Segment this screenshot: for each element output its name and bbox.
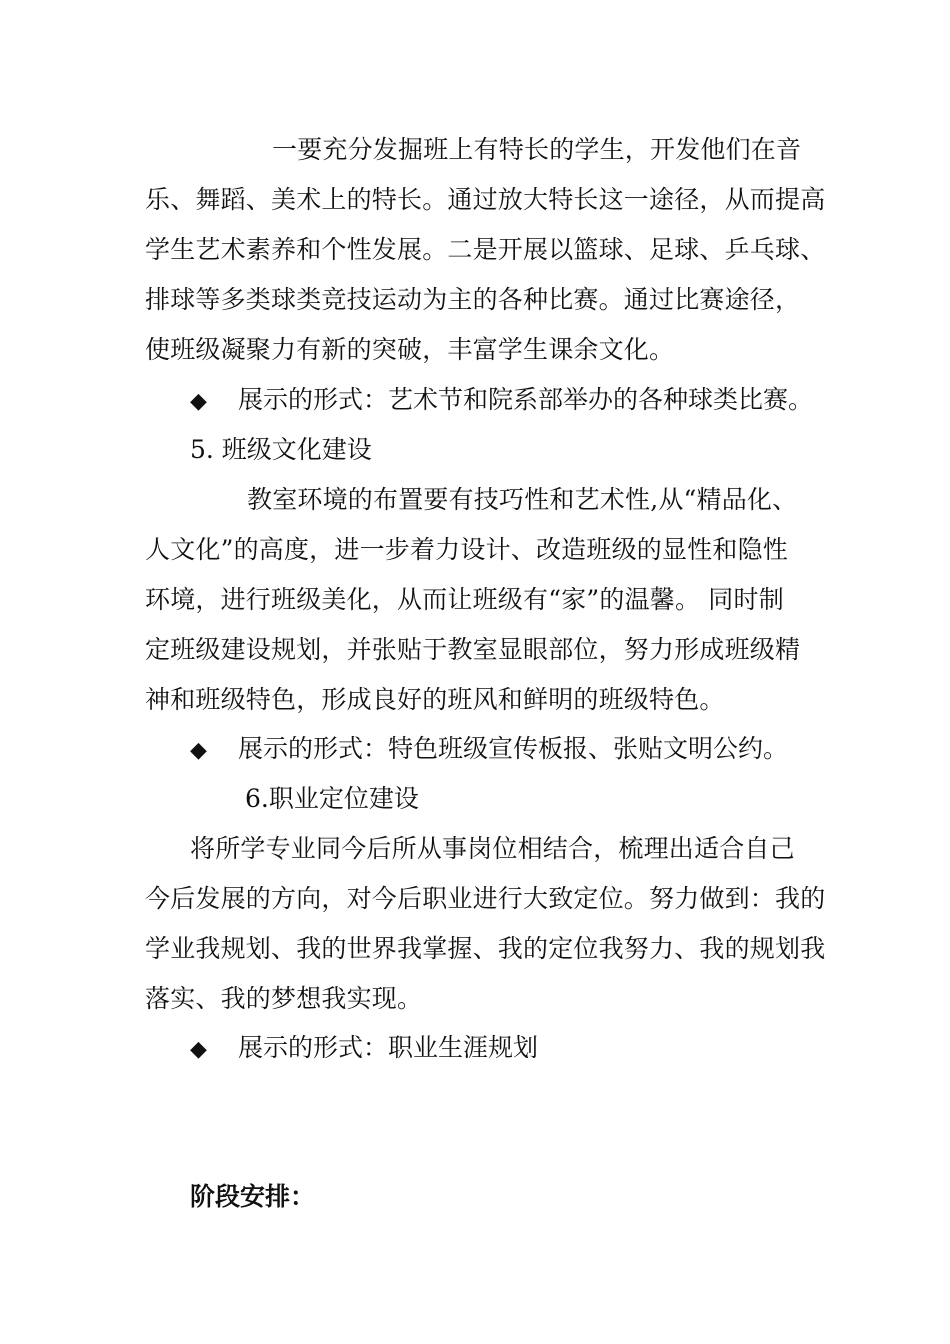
- stage-heading: 阶段安排：: [190, 1182, 316, 1211]
- section-heading: 5. 班级文化建设: [190, 435, 372, 464]
- paragraph-line: 学生艺术素养和个性发展。二是开展以篮球、足球、乒乓球、: [145, 235, 826, 264]
- paragraph-line: 使班级凝聚力有新的突破，丰富学生课余文化。: [145, 335, 675, 364]
- paragraph-line: 排球等多类球类竞技运动为主的各种比赛。通过比赛途径，: [145, 285, 801, 314]
- paragraph-line: 今后发展的方向，对今后职业进行大致定位。努力做到：我的: [145, 884, 826, 913]
- diamond-bullet-icon: ◆: [190, 1037, 207, 1062]
- paragraph-line: 教室环境的布置要有技巧性和艺术性,从“精品化、: [247, 485, 798, 514]
- bullet-item: [190, 733, 788, 767]
- bullet-item: [190, 384, 813, 418]
- bullet-item: [190, 1032, 538, 1066]
- bullet-text: 展示的形式：职业生涯规划: [238, 1033, 539, 1062]
- paragraph-line: 将所学专业同今后所从事岗位相结合，梳理出适合自己: [190, 834, 795, 863]
- paragraph-line: 环境，进行班级美化，从而让班级有“家”的温馨。 同时制: [145, 585, 784, 614]
- section-heading: 6.职业定位建设: [245, 784, 419, 813]
- diamond-bullet-icon: ◆: [190, 738, 207, 763]
- paragraph-line: 一要充分发掘班上有特长的学生，开发他们在音: [272, 135, 802, 164]
- paragraph-line: 定班级建设规划，并张贴于教室显眼部位，努力形成班级精: [145, 635, 801, 664]
- paragraph-line: 落实、我的梦想我实现。: [145, 984, 423, 1013]
- bullet-text: 展示的形式：特色班级宣传板报、张贴文明公约。: [238, 734, 789, 763]
- paragraph-line: 神和班级特色，形成良好的班风和鲜明的班级特色。: [145, 685, 725, 714]
- bullet-text: 展示的形式：艺术节和院系部举办的各种球类比赛。: [238, 385, 814, 414]
- paragraph-line: 人文化”的高度，进一步着力设计、改造班级的显性和隐性: [145, 535, 788, 564]
- paragraph-line: 学业我规划、我的世界我掌握、我的定位我努力、我的规划我: [145, 934, 826, 963]
- diamond-bullet-icon: ◆: [190, 389, 207, 414]
- paragraph-line: 乐、舞蹈、美术上的特长。通过放大特长这一途径，从而提高: [145, 185, 826, 214]
